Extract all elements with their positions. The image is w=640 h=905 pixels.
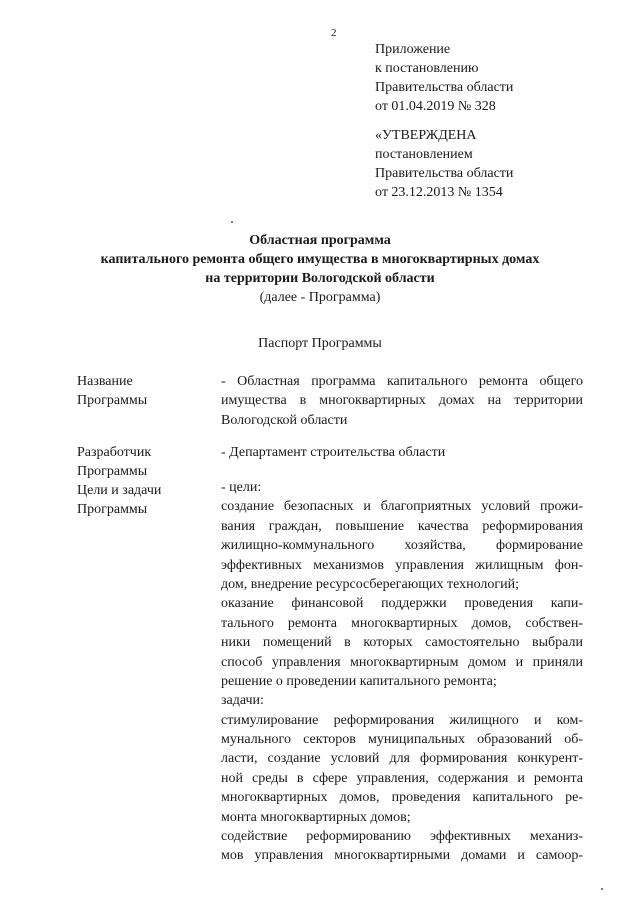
content-line: тального ремонта многоквартирных домов, собствен- — [221, 615, 583, 631]
approved-block — [375, 126, 615, 202]
content-line: Вологодской области — [221, 412, 348, 428]
title-line: на территории Вологодской области — [205, 271, 435, 286]
row-label-line: Программы — [77, 464, 148, 479]
row-label — [77, 481, 161, 519]
title-note: (далее - Программа) — [259, 290, 381, 305]
row-content — [221, 372, 583, 430]
title-line: Областная программа — [249, 233, 391, 248]
content-line: вания граждан, повышение качества реформирования — [221, 518, 583, 534]
content-line: монта многоквартирных домов; — [221, 809, 411, 825]
content-line: дом, внедрение ресурсосберегающих технологий; — [221, 576, 520, 592]
content-line: эффективных механизмов управления жилищным фон- — [221, 557, 583, 573]
row-label-line: Цели и задачи — [77, 483, 162, 498]
annex-line: Приложение — [375, 42, 451, 57]
content-line: оказание финансовой поддержки проведения капи- — [221, 596, 583, 612]
document-title — [60, 231, 580, 307]
annex-block — [375, 40, 615, 116]
content-line: создание безопасных и благоприятных условий прожи- — [221, 499, 583, 515]
row-label-line: Программы — [77, 502, 148, 517]
annex-line: от 01.04.2019 № 328 — [375, 99, 496, 114]
approved-line: постановлением — [375, 147, 473, 162]
content-line: ники помещений в которых самостоятельно выбрали — [221, 635, 583, 651]
content-line: - Департамент строительства области — [221, 445, 446, 460]
content-line: способ управления многоквартирным домом и приняли — [221, 654, 583, 670]
content-line: мов управления многоквартирными домами и самоор- — [221, 848, 583, 864]
content-line: мунального секторов муниципальных образований об- — [221, 732, 583, 748]
row-label-line: Название — [77, 374, 133, 389]
row-label-line: Разработчик — [77, 445, 152, 460]
row-label — [77, 443, 151, 481]
content-line: многоквартирных домов, проведения капитального ре- — [221, 790, 583, 806]
row-content — [221, 443, 583, 462]
content-line: ласти, создание условий для формирования конкурент- — [221, 751, 583, 767]
annex-line: к постановлению — [375, 61, 479, 76]
approved-line: Правительства области — [375, 166, 514, 181]
row-label — [77, 372, 147, 410]
title-line: капитального ремонта общего имущества в многоквартирных домах — [100, 252, 540, 267]
row-content — [221, 478, 583, 866]
scan-speck — [601, 888, 603, 890]
annex-line: Правительства области — [375, 80, 514, 95]
content-line: содействие реформированию эффективных механиз- — [221, 829, 583, 845]
content-line: задачи: — [221, 693, 264, 709]
content-line: стимулирование реформирования жилищного и ком- — [221, 712, 583, 728]
content-line: - Областная программа капитального ремонта общего — [221, 374, 583, 389]
row-label-line: Программы — [77, 393, 148, 408]
approved-line: «УТВЕРЖДЕНА — [375, 128, 477, 143]
approved-line: от 23.12.2013 № 1354 — [375, 185, 503, 200]
content-line: жилищно-коммунального хозяйства, формирование — [221, 538, 583, 554]
content-line: ной среды в сфере управления, содержания и ремонта — [221, 770, 583, 786]
content-line: - цели: — [221, 480, 262, 495]
scan-speck — [231, 221, 233, 223]
page-number: 2 — [331, 27, 337, 39]
passport-title: Паспорт Программы — [258, 336, 382, 351]
content-line: решение о проведении капитального ремонта; — [221, 673, 497, 689]
content-line: имущества в многоквартирных домах на территории — [221, 393, 583, 409]
